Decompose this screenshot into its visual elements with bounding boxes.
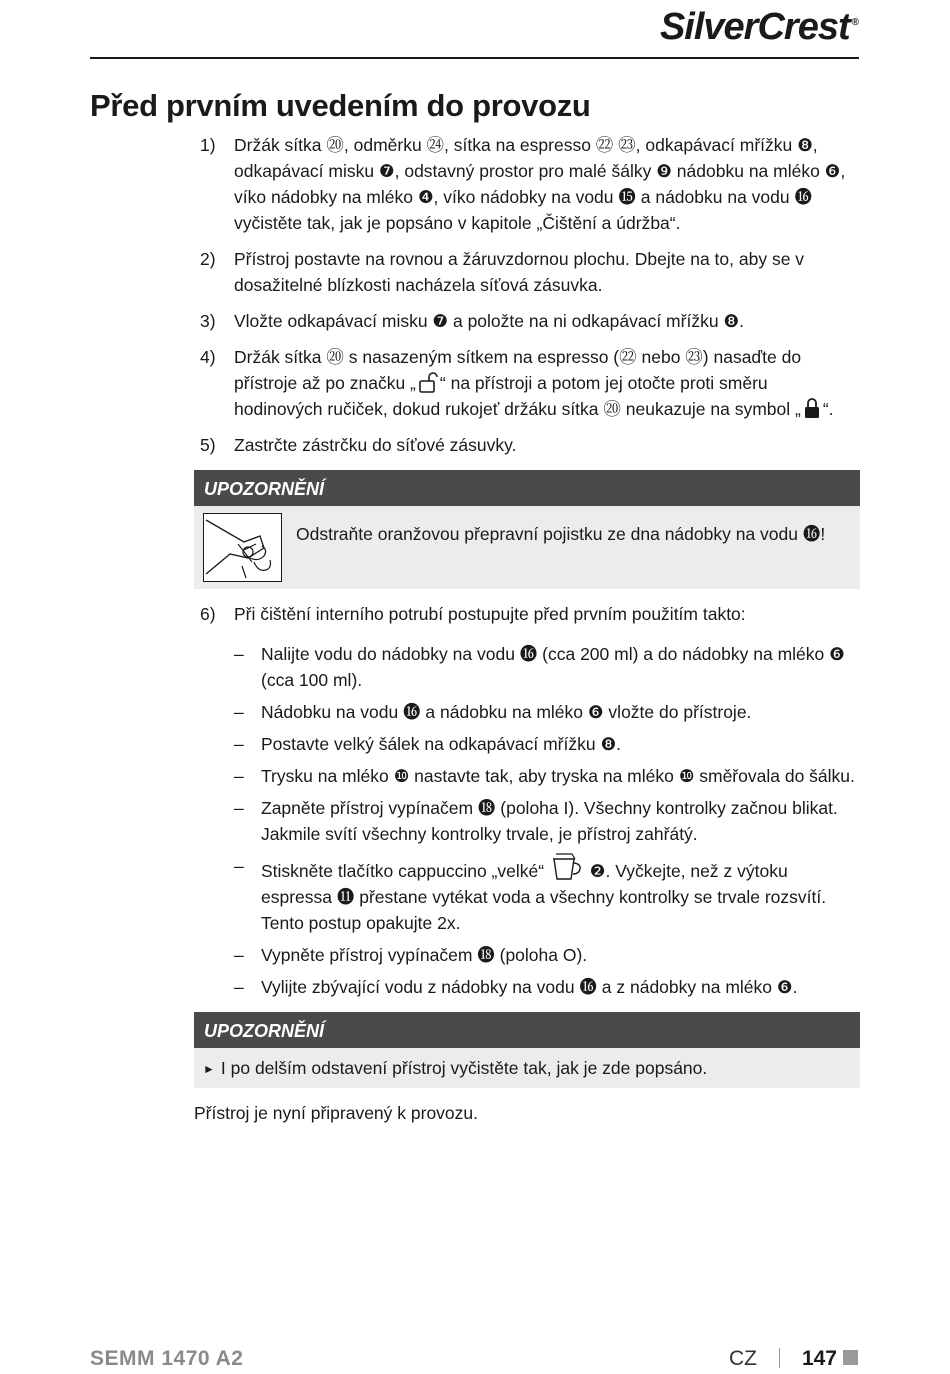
sub-step-text: Vypněte přístroj vypínačem ⓲ (poloha O). (261, 945, 588, 965)
notice-heading: UPOZORNĚNÍ (194, 470, 860, 506)
dash-bullet: – (234, 945, 244, 965)
notice-text: I po delším odstavení přístroj vyčistěte tak, jak je zde popsáno. (220, 1058, 708, 1078)
closing-statement: Přístroj je nyní připravený k provozu. (194, 1103, 479, 1123)
sub-step-text: Nádobku na vodu ⓰ a nádobku na mléko ❻ vložte do přístroje. (261, 702, 752, 722)
sub-step (194, 763, 860, 789)
unlocked-padlock-icon (418, 371, 438, 393)
dash-bullet: – (234, 766, 244, 786)
notice-box-2 (194, 1012, 860, 1088)
notice-heading: UPOZORNĚNÍ (194, 1012, 860, 1048)
locked-padlock-icon (803, 397, 821, 419)
page-number: 147 (801, 1347, 837, 1370)
step-4 (194, 344, 860, 422)
sub-step-text: Postavte velký šálek na odkapávací mřížku ❽. (261, 734, 622, 754)
step-text-a: Držák sítka ⑳ s nasazeným sítkem na espresso (㉒ nebo ㉓) nasaďte do přístroje až po značku „ (234, 347, 802, 393)
transport-lock-removal-illustration (203, 513, 282, 582)
sub-step-text-b: ❷. Vyčkejte, než z výtoku espressa ⓫ přestane vytékat voda a všechny kontrolky se trvale rozsvítí. Tento postup opakujte 2x. (261, 861, 827, 933)
dash-bullet: – (234, 977, 244, 997)
step-number: 5) (200, 435, 216, 455)
step-6 (194, 601, 860, 627)
step-text-b: “ na přístroji a potom jej otočte proti směru hodinových ručiček, dokud rukojeť držáku sítka ⑳ neukazuje na symbol „ (234, 373, 801, 419)
sub-step (194, 795, 860, 847)
large-cappuccino-cup-icon (551, 853, 583, 881)
header-rule (90, 57, 859, 59)
dash-bullet: – (234, 798, 244, 818)
content (194, 132, 860, 1126)
page-footer (729, 1347, 858, 1371)
sub-step-text: Vylijte zbývající vodu z nádobky na vodu ⓰ a z nádobky na mléko ❻. (261, 977, 798, 997)
model-number: SEMM 1470 A2 (90, 1347, 244, 1370)
dash-bullet: – (234, 856, 244, 876)
step-number: 3) (200, 311, 216, 331)
silvercrest-logo: SilverCrest ® (659, 6, 858, 48)
step-text: Přístroj postavte na rovnou a žáruvzdornou plochu. Dbejte na to, aby se v dosažitelné blízkosti nacházela síťová zásuvka. (234, 249, 805, 295)
step-number: 1) (200, 135, 216, 155)
grey-square-marker (843, 1350, 858, 1365)
step-5 (194, 432, 860, 458)
footer-divider (779, 1348, 780, 1368)
notice-body (194, 506, 860, 589)
language-code: CZ (728, 1347, 757, 1370)
notice-body (194, 1048, 860, 1088)
step-1 (194, 132, 860, 236)
step-number: 6) (200, 604, 216, 624)
sub-step (194, 641, 860, 693)
sub-step (194, 942, 860, 968)
sub-step (194, 731, 860, 757)
dash-bullet: – (234, 702, 244, 722)
step-number: 2) (200, 249, 216, 269)
notice-text: Odstraňte oranžovou přepravní pojistku ze dna nádobky na vodu ⓰! (296, 524, 826, 544)
page-title: Před prvním uvedením do provozu (90, 88, 591, 123)
sub-step-text-a: Stiskněte tlačítko cappuccino „velké“ (261, 861, 549, 881)
step-text-c: “. (822, 399, 834, 419)
sub-step-text: Trysku na mléko ❿ nastavte tak, aby tryska na mléko ❿ směřovala do šálku. (261, 766, 855, 786)
step-text: Při čištění interního potrubí postupujte před prvním použitím takto: (234, 604, 746, 624)
step-text: Zastrčte zástrčku do síťové zásuvky. (234, 435, 517, 455)
notice-box-1 (194, 470, 860, 589)
sub-step (194, 699, 860, 725)
dash-bullet: – (234, 734, 244, 754)
step-number: 4) (200, 347, 216, 367)
sub-step (194, 853, 860, 936)
sub-step (194, 974, 860, 1000)
step-2 (194, 246, 860, 298)
step-3 (194, 308, 860, 334)
step-text: Držák sítka ⑳, odměrku ㉔, sítka na espresso ㉒ ㉓, odkapávací mřížku ❽, odkapávací misku ❼, odstavný prostor pro malé šálky ❾ nádobku na mléko ❻, víko nádobky na mléko ❹, víko nádobky na vodu ⓯ a nádobku na vodu ⓰ vyčistěte tak, jak je popsáno v kapitole „Čištění a údržba“. (234, 135, 846, 233)
step-text: Vložte odkapávací misku ❼ a položte na ni odkapávací mřížku ❽. (234, 311, 744, 331)
sub-step-text: Zapněte přístroj vypínačem ⓲ (poloha I). Všechny kontrolky začnou blikat. Jakmile svítí všechny kontrolky trvale, je přístroj zahřátý. (261, 798, 838, 844)
arrow-bullet-icon: ► (203, 1062, 215, 1076)
dash-bullet: – (234, 644, 244, 664)
sub-step-text: Nalijte vodu do nádobky na vodu ⓰ (cca 200 ml) a do nádobky na mléko ❻ (cca 100 ml). (261, 644, 845, 690)
